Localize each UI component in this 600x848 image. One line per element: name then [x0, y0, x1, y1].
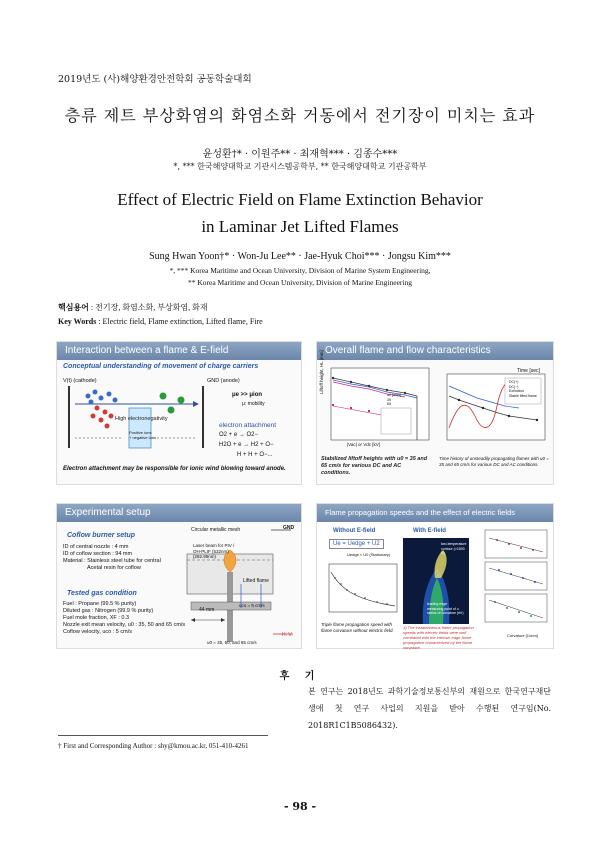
curvature-charts: [477, 528, 551, 632]
footnote-divider: [58, 735, 268, 736]
legend-entry: u0 [cm/s]: [387, 393, 402, 397]
mobility-ratio: μe >> μion: [232, 392, 263, 398]
mesh-label: Circular metallic mesh: [191, 527, 241, 533]
hv-label: H. V.: [282, 632, 293, 638]
lifted-flame-label: Lifted flame: [243, 578, 269, 584]
legend-entry: Stable lifted flame: [509, 393, 537, 398]
caption-left: Stabilized liftoff heights with u0 = 35 and 65 cm/s for various DC and AC conditions.: [321, 456, 428, 476]
coflow-label: uco = 5 cm/s: [239, 603, 265, 608]
dimension-label: 44 mm: [199, 607, 215, 613]
legend-entry: 35: [387, 397, 391, 402]
english-authors: Sung Hwan Yoon†* · Won-Ju Lee** · Jae-Hyuk Choi*** · Jongsu Kim***: [149, 251, 451, 262]
keywords-korean: [58, 302, 208, 313]
korean-affiliations: *, *** 한국해양대학교 기관시스템공학부, ** 한국해양대학교 기관공학부: [173, 162, 427, 171]
with-efield-label: With E-field: [413, 528, 446, 534]
panel-flame-flow: [316, 341, 554, 485]
attachment-eq-2: H2O + e → H2 + O−: [219, 442, 274, 448]
gnd-label: GND: [283, 525, 295, 531]
marker-entry: radius of curvature (rf/r): [427, 611, 464, 615]
burner-spec-line: Material : Stainless steel tube for central: [63, 558, 161, 564]
curvature-xlabel: Curvature [1/mm]: [507, 633, 538, 638]
burner-spec-line: ID of central nozzle : 4 mm: [63, 544, 129, 550]
panel-experimental-setup: [56, 503, 302, 649]
gas-spec-line: Fuel mole fraction, XF : 0.3: [63, 615, 130, 621]
ions-label: Positive ions + negative ions: [129, 430, 157, 440]
conference-header: 2019년도 (사)해양환경안전학회 공동학술대회: [58, 74, 252, 85]
keywords-korean-label: 핵심용어: [58, 303, 89, 312]
chart-ylabel: Liftoff height, HL [mm]: [319, 350, 324, 394]
equation-note: Uedge ≈ U0 (Stationary): [347, 552, 391, 557]
cathode-label: V(t) (cathode): [63, 378, 97, 384]
caption-left: Triple flame propagation speed with flame curvature without electric field.: [321, 622, 394, 633]
panel-title: Interaction between a flame & E-field: [57, 342, 301, 360]
electronegativity-label: High electronegativity: [115, 416, 168, 422]
inset-label: two-temperature contour (>1500 K): [441, 542, 467, 555]
panel-caption: Electron attachment may be responsible for ionic wind blowing toward anode.: [63, 466, 286, 472]
acknowledgement-body: 본 연구는 2018년도 과학기술정보통신부의 재원으로 한국연구재단 생애 첫 연구 사업의 지원을 받아 수행된 연구임(No. 2018R1C1B5086432).: [308, 687, 551, 730]
marker-legend: [427, 602, 464, 616]
burner-spec-line: ID of coflow section : 94 mm: [63, 551, 133, 557]
marker-entry: leading edge: [427, 602, 448, 606]
chart-xlabel: |Vac| or Vdc [kV]: [347, 442, 381, 447]
gas-title: Tested gas condition: [67, 590, 137, 597]
legend-entry: 65: [387, 402, 391, 406]
liftoff-height-chart: [321, 366, 433, 452]
panel-title: Flame propagation speeds and the effect of electric fields: [317, 504, 553, 522]
english-title: [0, 186, 600, 240]
english-title-line-2: in Laminar Jet Lifted Flames: [201, 217, 399, 236]
page-number: - 98 -: [283, 800, 317, 813]
attachment-eq-3: H + H + O−...: [237, 452, 273, 458]
gas-spec-line: Diluted gas : Nitrogen (99.9 % purity): [63, 608, 154, 614]
legend-entry: DC(+): [509, 380, 519, 384]
legend-entry: Extinction: [509, 389, 525, 393]
burner-title: Coflow burner setup: [67, 532, 136, 539]
time-axis-label: Time [sec]: [517, 368, 540, 374]
without-efield-label: Without E-field: [333, 528, 376, 534]
keywords-english-label: Key Words: [58, 317, 97, 326]
footnote: † First and Corresponding Author : shy@kmou.ac.kr, 051-410-4261: [58, 742, 249, 750]
caption-right: 1) The instantaneous flame propagation speeds with electric fields were well correlated with the intrinsic edge flame propagation characterized by the flame curvature.: [403, 625, 474, 650]
attachment-eq-1: O2 + e → O2−: [219, 432, 259, 438]
caption-right: Time history of unsteadily propagating flames with u0 = 35 and 65 cm/s for various DC and AC conditions.: [439, 456, 549, 467]
gas-spec-line: Nozzle exit mean velocity, u0 : 35, 50 and 65 cm/s: [63, 622, 186, 628]
marker-entry: measuring point of u: [427, 606, 459, 611]
keywords-english: [58, 317, 263, 326]
attachment-title: electron attachment: [219, 422, 277, 429]
korean-title: 층류 제트 부상화염의 화염소화 거동에서 전기장이 미치는 효과: [64, 106, 536, 125]
propagation-speed-chart: [321, 560, 401, 618]
time-history-chart: [437, 366, 549, 452]
laser-label: Laser beam for PIV / OH-PLIF (532nm) (282.95nm): [193, 543, 235, 559]
propagation-equation: Ue = Uedge + U2: [329, 539, 384, 549]
english-affiliation-line-1: *, *** Korea Maritime and Ocean University, Division of Marine System Engineering,: [169, 266, 431, 275]
burner-spec-line: Acetal resin for coflow: [87, 565, 141, 571]
gas-spec-line: Coflow velocity, uco : 5 cm/s: [63, 629, 132, 635]
keywords-english-value: : Electric field, Flame extinction, Lifted flame, Fire: [96, 317, 263, 326]
english-affiliation-line-2: ** Korea Maritime and Ocean University, Division of Marine Engineering: [187, 278, 413, 287]
legend-entry: DC(−): [509, 384, 519, 389]
legend-extinction: [509, 380, 537, 398]
korean-authors: 윤성환†* · 이원주** · 최재혁*** · 김종수***: [202, 149, 398, 160]
panel-flame-efield: [56, 341, 302, 485]
panel-title: Overall flame and flow characteristics: [317, 342, 553, 360]
panel-flame-propagation: [316, 503, 554, 649]
english-title-line-1: Effect of Electric Field on Flame Extinction Behavior: [117, 190, 483, 209]
english-affiliations: [0, 265, 600, 289]
panel-title: Experimental setup: [57, 504, 301, 522]
acknowledgement-title: 후 기: [279, 671, 321, 682]
mobility-note: μ: mobility: [242, 401, 265, 407]
keywords-korean-value: : 전기장, 화염소화, 부상화염, 화재: [88, 303, 208, 312]
legend-velocity: [387, 393, 401, 407]
gas-spec-line: Fuel : Propane (99.5 % purity): [63, 601, 137, 607]
anode-label: GND (anode): [207, 378, 240, 384]
burner-specs: [63, 544, 161, 572]
nozzle-velocity-label: u0 = 35, 50, and 65 cm/s: [207, 640, 257, 645]
gas-specs: [63, 601, 185, 636]
panel-subtitle: Conceptual understanding of movement of charge carriers: [63, 363, 259, 370]
